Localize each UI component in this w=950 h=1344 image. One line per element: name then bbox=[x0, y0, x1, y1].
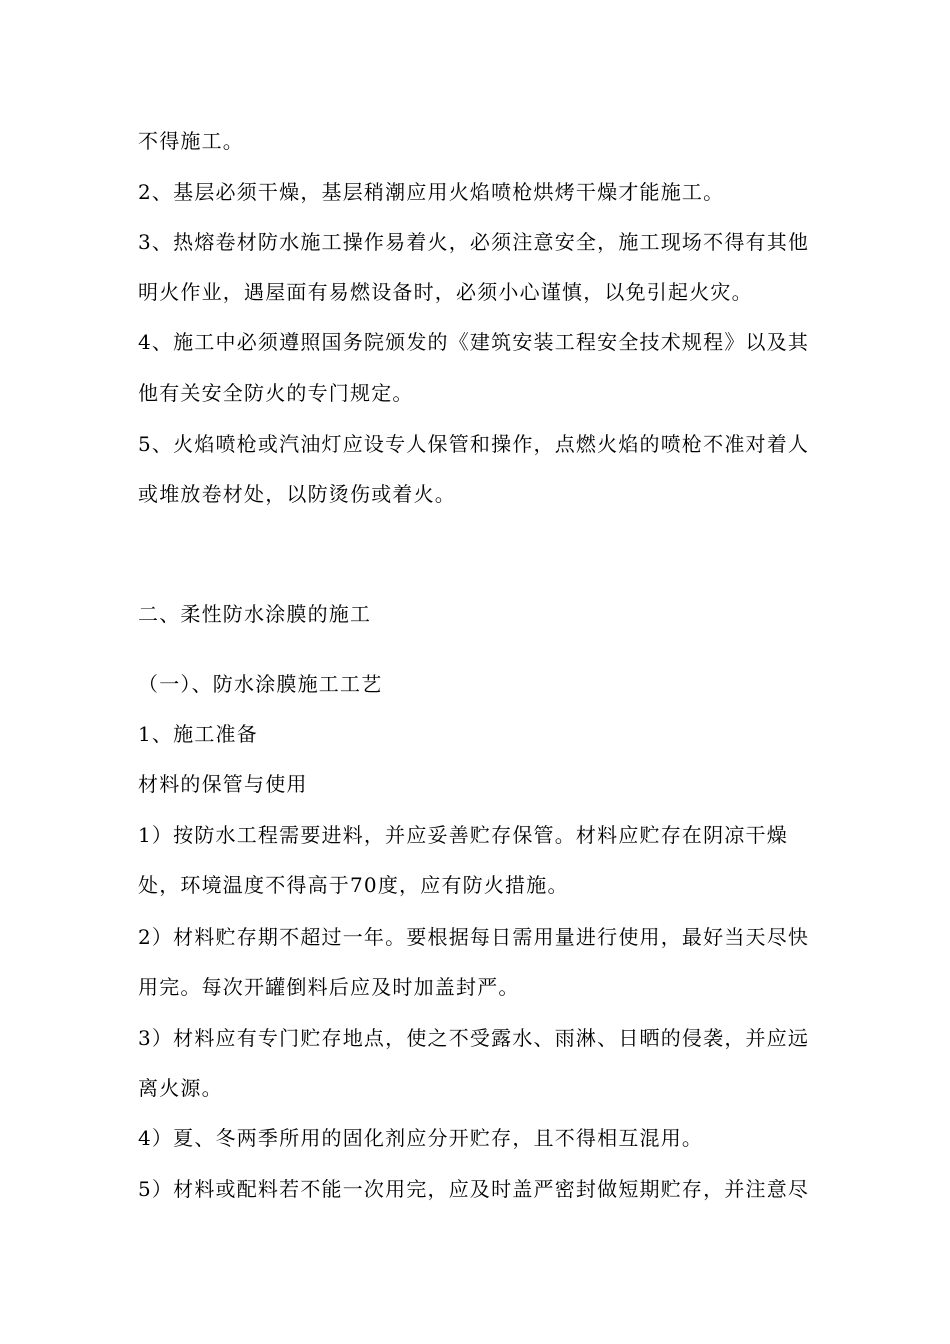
text-line: 明火作业，遇屋面有易燃设备时，必须小心谨慎，以免引起火灾。 bbox=[138, 280, 753, 304]
text-line: 离火源。 bbox=[138, 1076, 223, 1100]
text-line: 5、火焰喷枪或汽油灯应设专人保管和操作，点燃火焰的喷枪不准对着人 bbox=[138, 432, 810, 456]
text-line: 3）材料应有专门贮存地点，使之不受露水、雨淋、日晒的侵袭，并应远 bbox=[138, 1026, 810, 1050]
text-line: 5）材料或配料若不能一次用完，应及时盖严密封做短期贮存，并注意尽 bbox=[138, 1177, 810, 1201]
text-line: 或堆放卷材处，以防烫伤或着火。 bbox=[138, 482, 456, 506]
text-line: 1）按防水工程需要进料，并应妥善贮存保管。材料应贮存在阴凉干燥 bbox=[138, 823, 788, 847]
text-line: 3、热熔卷材防水施工操作易着火，必须注意安全，施工现场不得有其他 bbox=[138, 230, 810, 254]
subsection-heading: （一）、防水涂膜施工工艺 bbox=[138, 672, 383, 696]
text-line: 2）材料贮存期不超过一年。要根据每日需用量进行使用，最好当天尽快 bbox=[138, 925, 810, 949]
section-heading: 二、柔性防水涂膜的施工 bbox=[138, 602, 372, 626]
text-line: 处，环境温度不得高于70度，应有防火措施。 bbox=[138, 873, 569, 897]
text-line: 4、施工中必须遵照国务院颁发的《建筑安装工程安全技术规程》以及其 bbox=[138, 330, 810, 354]
text-line: 用完。每次开罐倒料后应及时加盖封严。 bbox=[138, 975, 520, 999]
text-line: 他有关安全防火的专门规定。 bbox=[138, 381, 414, 405]
text-line: 4）夏、冬两季所用的固化剂应分开贮存，且不得相互混用。 bbox=[138, 1126, 704, 1150]
text-line: 不得施工。 bbox=[138, 129, 244, 153]
paragraph-heading: 材料的保管与使用 bbox=[138, 772, 308, 796]
text-line: 2、基层必须干燥，基层稍潮应用火焰喷枪烘烤干燥才能施工。 bbox=[138, 180, 725, 204]
step-heading: 1、施工准备 bbox=[138, 722, 258, 746]
